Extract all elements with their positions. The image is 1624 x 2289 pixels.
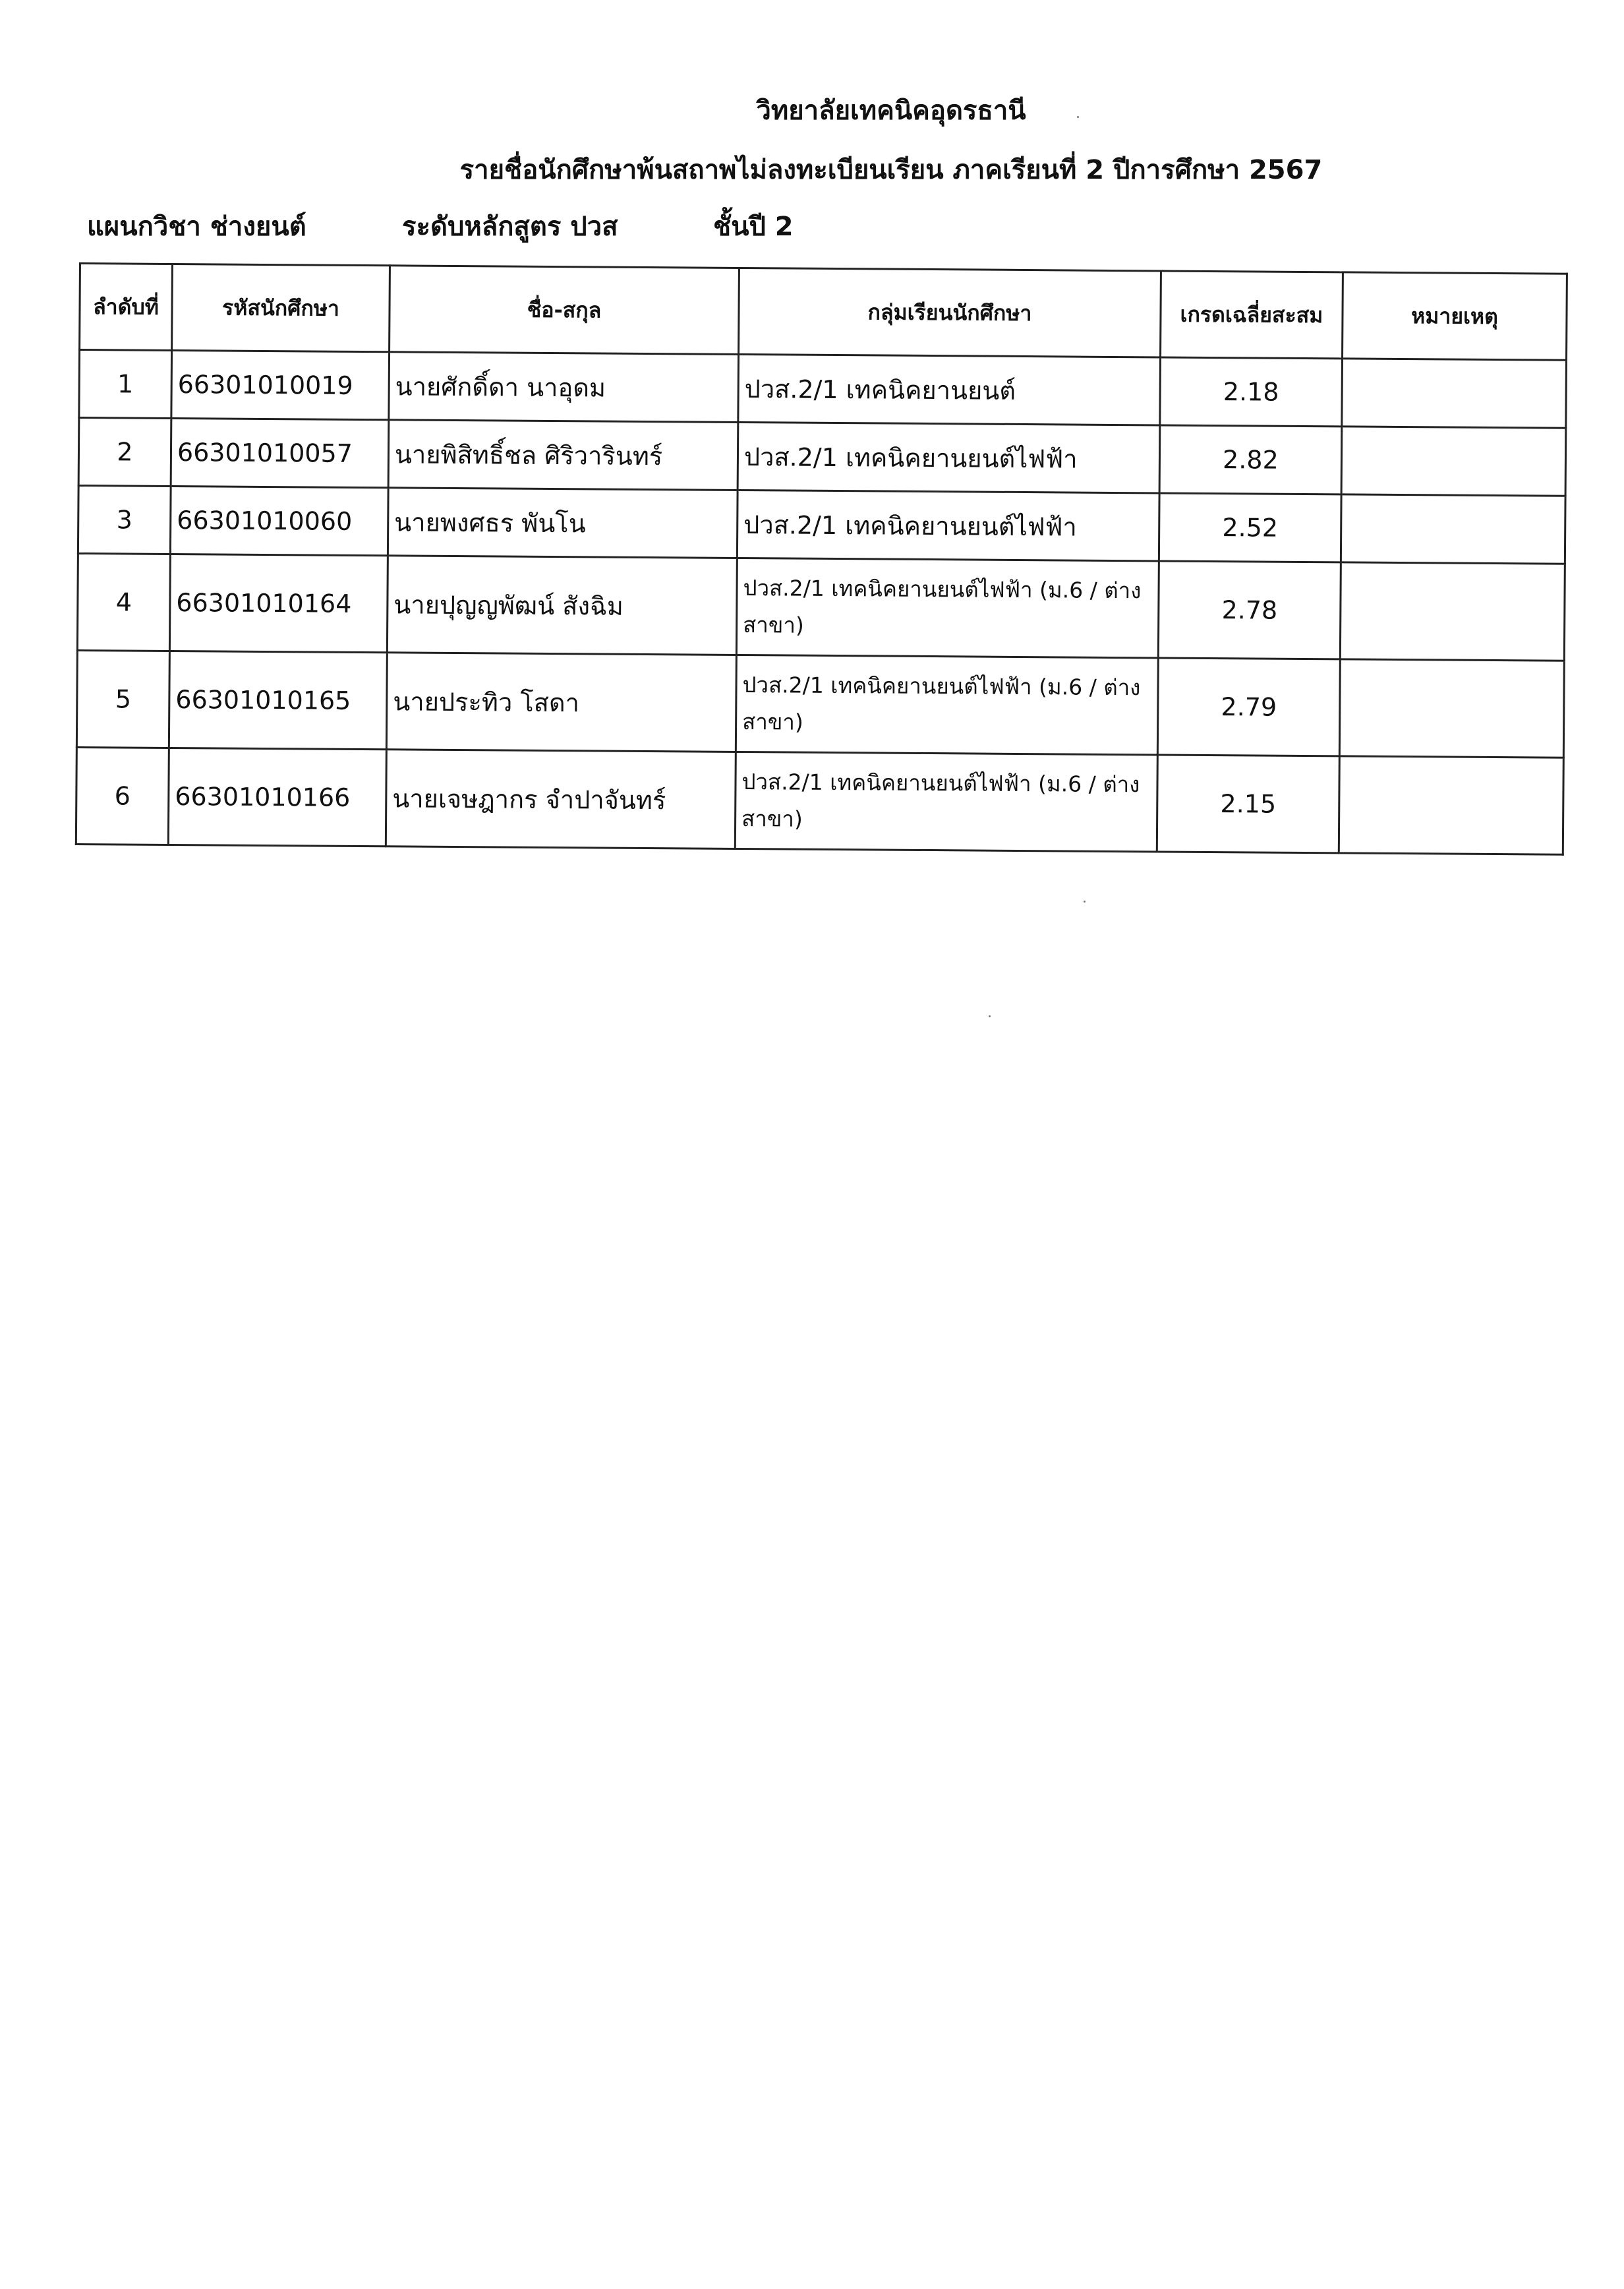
cell-group: ปวส.2/1 เทคนิคยานยนต์ไฟฟ้า (ม.6 / ต่างสาขา) <box>736 558 1159 657</box>
cell-no: 1 <box>79 350 172 419</box>
cell-gpa: 2.18 <box>1160 357 1343 427</box>
cell-gpa: 2.78 <box>1158 561 1341 659</box>
cell-group: ปวส.2/1 เทคนิคยานยนต์ไฟฟ้า <box>738 422 1160 492</box>
table-row <box>78 486 1565 564</box>
table-row <box>76 650 1564 758</box>
cell-gpa: 2.79 <box>1157 658 1340 756</box>
cell-name: นายศักดิ์ดา นาอุดม <box>389 352 739 423</box>
cell-student-id: 66301010019 <box>171 350 390 419</box>
cell-no: 2 <box>78 418 171 487</box>
cell-name: นายพิสิทธิ์ชล ศิริวารินทร์ <box>388 420 738 490</box>
cell-name: นายปุญญพัฒน์ สังฉิม <box>387 556 737 655</box>
cell-no: 3 <box>78 486 171 554</box>
cell-name: นายเจษฎากร จำปาจันทร์ <box>386 750 736 849</box>
cell-no: 6 <box>76 747 169 845</box>
cell-student-id: 66301010164 <box>169 554 388 652</box>
cell-group: ปวส.2/1 เทคนิคยานยนต์ไฟฟ้า (ม.6 / ต่างสาขา) <box>735 752 1157 851</box>
cell-remark <box>1340 562 1565 661</box>
table-row <box>78 418 1566 496</box>
cell-gpa: 2.15 <box>1157 755 1339 853</box>
cell-no: 5 <box>76 650 169 748</box>
cell-remark <box>1341 427 1566 496</box>
cell-group: ปวส.2/1 เทคนิคยานยนต์ <box>738 354 1161 425</box>
cell-student-id: 66301010166 <box>168 748 386 846</box>
table-row <box>77 553 1565 661</box>
cell-remark <box>1341 494 1565 564</box>
cell-name: นายประทิว โสดา <box>386 653 736 752</box>
scan-speck <box>1077 116 1079 118</box>
student-table <box>75 262 1568 856</box>
scan-speck <box>989 1015 991 1017</box>
scan-speck <box>1084 901 1086 903</box>
header-name: ชื่อ-สกุล <box>390 266 740 355</box>
cell-student-id: 66301010060 <box>170 486 388 555</box>
cell-student-id: 66301010165 <box>169 651 387 749</box>
college-title: วิทยาลัยเทคนิคอุดรธานี <box>756 96 1026 126</box>
cell-no: 4 <box>77 553 170 651</box>
cell-remark <box>1342 359 1567 428</box>
document-title: รายชื่อนักศึกษาพ้นสถาพไม่ลงทะเบียนเรียน ภาคเรียนที่ 2 ปีการศึกษา 2567 <box>459 155 1323 185</box>
cell-group: ปวส.2/1 เทคนิคยานยนต์ไฟฟ้า (ม.6 / ต่างสาขา) <box>736 655 1158 754</box>
cell-name: นายพงศธร พันโน <box>388 488 738 558</box>
year-level-label: ชั้นปี 2 <box>713 212 794 242</box>
table-header-row <box>80 264 1567 361</box>
cell-gpa: 2.52 <box>1159 493 1341 562</box>
header-student-id: รหัสนักศึกษา <box>172 264 390 351</box>
cell-remark <box>1339 756 1563 854</box>
department-label: แผนกวิชา ช่างยนต์ <box>87 212 306 242</box>
program-level-label: ระดับหลักสูตร ปวส <box>402 212 618 242</box>
header-group: กลุ่มเรียนนักศึกษา <box>739 268 1161 357</box>
cell-group: ปวส.2/1 เทคนิคยานยนต์ไฟฟ้า <box>737 490 1159 560</box>
table-row <box>79 350 1567 429</box>
cell-gpa: 2.82 <box>1159 425 1342 494</box>
cell-student-id: 66301010057 <box>171 418 389 487</box>
table-row <box>76 747 1563 854</box>
header-remark: หมายเหตุ <box>1343 272 1567 360</box>
header-no: ลำดับที่ <box>80 264 173 351</box>
header-gpa: เกรดเฉลี่ยสะสม <box>1161 271 1343 359</box>
cell-remark <box>1339 659 1564 758</box>
